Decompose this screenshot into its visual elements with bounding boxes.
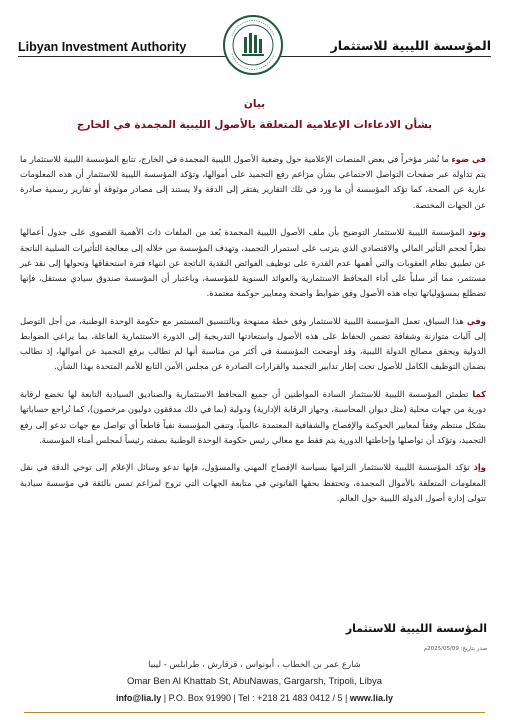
footer-separator: | [233, 693, 239, 703]
footer-separator: | [163, 693, 169, 703]
footer-email-link[interactable]: info@lia.ly [115, 693, 162, 703]
paragraph-text: تطمئن المؤسسة الليبية للاستثمار السادة المواطنين أن جميع المحافظ الاستثمارية والصناديق السيادية التابعة لها تخضع لرقابة دورية من جهات محلية (مثل ديوان المحاسبة، وجهاز الرقابة الإدارية) ودولية (بما في ذلك مدققون دوليون مرخصون)، كما تُراجع حساباتها بشكل منتظم وفقاً لمعايير الحوكمة والإفصاح والشفافية المعتمدة عالمياً، وتنفي المؤسسة نفياً قاطعاً أي تواصل مع جهات تدعو إلى رفع التجميد، وتؤكد أن تواصلها وإحاطتها الدورية يتم فقط مع معالي رئيس حكومة الوحدة الوطنية بصفته رئيساً لمجلس أمناء المؤسسة. [20, 389, 486, 445]
signature: المؤسسة الليبية للاستثمار [345, 622, 487, 635]
footer-separator: | [345, 693, 350, 703]
footer-address-ar: شارع عمر بن الخطاب ، أبونواس ، قرقارش ، طرابلس - ليبيا [148, 660, 361, 670]
paragraph-text: المؤسسة الليبية للاستثمار التوضيح بأن ملف الأصول الليبية المجمدة يُعد من الملفات ذات الأهمية القصوى على جدول أعمالها نظراً لحجم التأثير المالي والاقتصادي الذي يترتب على استمرار التجميد، وتهدف المؤسسة من خلاله إلى معالجة التأثيرات السلبية الناتجة عن تطبيق نظام العقوبات والتي أهمها عدم القدرة على توظيف الفوائض النقدية الناتجة عن انتهاء فترة استحقاقها وتحولها إلى نقد غير مستثمر، مما أثر سلباً على أداء المحافظ الاستثمارية والعوائد السنوية للمؤسسة، وباعتبار أن المؤسسة صندوق سيادي مستقل، فإنها تضطلع بمسؤولياتها تجاه هذه الأصول وفق ضوابط واضحة ومعايير حوكمة معتمدة. [20, 227, 486, 299]
footer-divider [24, 712, 485, 713]
paragraph-lead: في ضوء [451, 154, 486, 164]
paragraph-text: ما نُشر مؤخراً في بعض المنصات الإعلامية حول وضعية الأصول الليبية المجمدة في الخارج، تتابع المؤسسة الليبية للاستثمار ما يتم تداوله عبر صفحات التواصل الاجتماعي بشأن مزاعم رفع التجميد على أموالها، وتؤكد المؤسسة الليبية للاستثمار أن هذه المعلومات عارية عن الصحة، كما تؤكد المؤسسة أن ما ورد في تلك التقارير يفتقر إلى الدقة ولا يستند إلى مصادر موثوقة أو تقارير رسمية صادرة عن الجهات المختصة. [20, 154, 486, 210]
paragraph-4 [20, 387, 486, 448]
footer-tel: Tel : +218 21 483 0412 / 5 [238, 693, 343, 703]
paragraph-5 [20, 460, 486, 506]
paragraph-lead: وإذ [473, 462, 486, 473]
paragraph-3 [20, 314, 486, 375]
paragraph-1 [20, 152, 486, 213]
footer-contact [0, 693, 509, 703]
footer-po-box: P.O. Box 91990 [168, 693, 231, 703]
org-name-ar: المؤسسة الليبية للاستثمار [330, 38, 491, 53]
paragraph-text: تؤكد المؤسسة الليبية للاستثمار التزامها بسياسة الإفصاح المهني والمسؤول، فإنها تدعو وسائل الإعلام إلى توخي الدقة في نقل المعلومات المتعلقة بالأموال المجمدة، وتحتفظ بحقها القانوني في متابعة الجهات التي تروج لمزاعم تمس بالثقة في مؤسسة سيادية تتولى إدارة أصول الدولة الليبية حول العالم. [20, 462, 486, 503]
paragraph-text: هذا السياق، تعمل المؤسسة الليبية للاستثمار وفق خطة ممنهجة وبالتنسيق المستمر مع حكومة الوحدة الوطنية، من أجل التوصل إلى آليات متوازنة وشفافة تضمن الحفاظ على هذه الأصول واستعادتها التدريجية إلى الدورة الاستثمارية الفاعلة، بما يراعي الضوابط الدولية ويحقق مصالح الدولة الليبية، وقد أوضحت المؤسسة في أكثر من مناسبة أنها لم تطالب برفع التجميد عن أموالها، إذ تطالب بضمان التوظيف الكامل للأصول تحت إطار تدابير التجميد والقرارات الصادرة عن مجلس الأمن التابع للأمم المتحدة بهذا الشأن. [20, 315, 486, 372]
statement-body [20, 152, 486, 519]
statement-subject: بشأن الادعاءات الإعلامية المتعلقة بالأصول الليبية المجمدة في الخارج [76, 119, 433, 131]
paragraph-lead: وتود [468, 227, 486, 238]
paragraph-2 [20, 225, 486, 301]
statement-heading: بيان [243, 98, 266, 110]
footer-address-en: Omar Ben Al Khattab St, AbuNawas, Gargarsh, Tripoli, Libya [126, 676, 383, 687]
letterhead [0, 0, 509, 78]
letterhead-footer [0, 652, 509, 720]
lia-logo [222, 14, 284, 76]
paragraph-lead: كما [472, 389, 486, 400]
paragraph-lead: وفي [466, 315, 486, 326]
org-name-en: Libyan Investment Authority [18, 40, 187, 54]
issue-date: صدر بتاريخ: 2025/05/09م [423, 646, 487, 652]
footer-website-link[interactable]: www.lia.ly [349, 693, 394, 703]
